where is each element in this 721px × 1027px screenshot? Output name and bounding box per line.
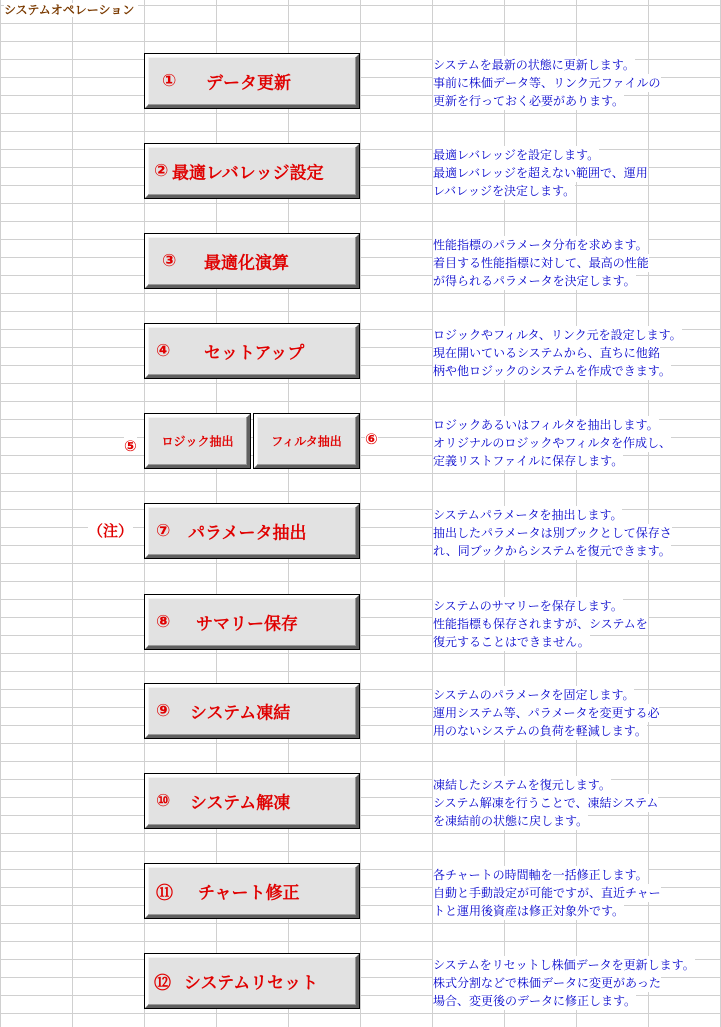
- description-line: 最適レバレッジを設定します。: [433, 148, 600, 162]
- description-line: 最適レバレッジを超えない範囲で、運用: [433, 166, 648, 180]
- button-label: 最適レバレッジ設定: [172, 163, 324, 184]
- chart-fix-description: [433, 866, 719, 920]
- description-line: 着目する性能指標に対して、最高の性能: [433, 256, 649, 270]
- description-line: 事前に株価データ等、リンク元ファイルの: [433, 76, 661, 90]
- description-line: システムをリセットし株価データを更新します。: [433, 958, 695, 972]
- data-update-button[interactable]: [145, 54, 359, 108]
- description-line: 各チャートの時間軸を一括修正します。: [433, 868, 648, 882]
- system-unfreeze-button[interactable]: [145, 774, 359, 828]
- filter-extract-number: ⑥: [365, 430, 378, 448]
- description-line: ロジックやフィルタ、リンク元を設定します。: [433, 328, 682, 342]
- logic-extract-number: ⑤: [124, 437, 137, 455]
- button-number: ⑨: [156, 701, 171, 721]
- description-line: 株式分割などで株価データに変更があった: [433, 976, 661, 990]
- system-unfreeze-description: [433, 776, 719, 830]
- description-line: 抽出したパラメータは別ブックとして保存さ: [433, 526, 672, 540]
- chart-fix-button[interactable]: [145, 864, 359, 918]
- parameter-extract-button[interactable]: [145, 504, 359, 558]
- logic-extract-button[interactable]: [145, 414, 250, 468]
- button-label: データ更新: [206, 73, 291, 94]
- button-label: セットアップ: [204, 343, 305, 364]
- description-line: システムのパラメータを固定します。: [433, 688, 635, 702]
- note-marker: （注）: [88, 522, 134, 540]
- description-line: レバレッジを決定します。: [433, 184, 576, 198]
- button-number: ④: [156, 341, 171, 361]
- description-line: 性能指標のパラメータ分布を求めます。: [433, 238, 648, 252]
- button-label: チャート修正: [198, 883, 300, 904]
- button-label: サマリー保存: [196, 614, 298, 635]
- optimization-description: [433, 236, 719, 290]
- button-label: ロジック抽出: [161, 434, 234, 449]
- description-line: が得られるパラメータを決定します。: [433, 274, 636, 288]
- button-number: ⑦: [156, 521, 171, 541]
- parameter-extract-description: [433, 506, 719, 560]
- description-line: 運用システム等、パラメータを変更する必: [433, 706, 660, 720]
- button-number: ⑧: [156, 612, 171, 632]
- system-reset-description: [433, 956, 719, 1010]
- description-line: 復元することはできません。: [433, 635, 590, 649]
- optimal-leverage-button[interactable]: [145, 144, 359, 198]
- extract-description: [433, 416, 719, 470]
- description-line: 定義リストファイルに保存します。: [433, 454, 624, 468]
- summary-save-button[interactable]: [145, 595, 359, 649]
- button-label: システム解凍: [190, 793, 291, 814]
- description-line: 現在開いているシステムから、直ちに他銘: [433, 346, 660, 360]
- button-number: ⑫: [154, 973, 171, 994]
- button-label: システムリセット: [184, 973, 319, 994]
- button-label: システム凍結: [190, 703, 291, 724]
- sheet-title: システムオペレーション: [4, 3, 138, 17]
- description-line: を凍結前の状態に戻します。: [433, 814, 589, 828]
- button-label: フィルタ抽出: [271, 434, 342, 449]
- system-freeze-button[interactable]: [145, 684, 359, 738]
- filter-extract-button[interactable]: [254, 414, 359, 468]
- description-line: 凍結したシステムを復元します。: [433, 778, 611, 792]
- optimization-button[interactable]: [145, 234, 359, 288]
- button-number: ③: [162, 251, 177, 271]
- description-line: オリジナルのロジックやフィルタを作成し、: [433, 436, 671, 450]
- description-line: 性能指標も保存されますが、システムを: [433, 617, 648, 631]
- button-label: パラメータ抽出: [188, 523, 307, 544]
- system-freeze-description: [433, 686, 719, 740]
- description-line: れ、同ブックからシステムを復元できます。: [433, 544, 671, 558]
- button-label: 最適化演算: [204, 253, 289, 274]
- button-number: ①: [162, 71, 177, 91]
- description-line: システムのサマリーを保存します。: [433, 599, 623, 613]
- button-number: ②: [154, 161, 169, 181]
- button-number: ⑪: [156, 883, 173, 904]
- description-line: 更新を行っておく必要があります。: [433, 94, 625, 108]
- description-line: 用のないシステムの負荷を軽減します。: [433, 724, 647, 738]
- button-number: ⑩: [156, 791, 171, 811]
- description-line: システムを最新の状態に更新します。: [433, 58, 635, 72]
- description-line: ロジックあるいはフィルタを抽出します。: [433, 418, 659, 432]
- summary-save-description: [433, 597, 719, 651]
- optimal-leverage-description: [433, 146, 719, 200]
- description-line: システムパラメータを抽出します。: [433, 508, 623, 522]
- data-update-description: [433, 56, 719, 110]
- setup-description: [433, 326, 719, 380]
- description-line: 柄や他ロジックのシステムを作成できます。: [433, 364, 671, 378]
- description-line: 場合、変更後のデータに修正します。: [433, 994, 637, 1008]
- description-line: 自動と手動設定が可能ですが、直近チャー: [433, 886, 661, 900]
- description-line: トと運用後資産は修正対象外です。: [433, 904, 625, 918]
- system-reset-button[interactable]: [145, 954, 359, 1008]
- description-line: システム解凍を行うことで、凍結システム: [433, 796, 659, 810]
- setup-button[interactable]: [145, 324, 359, 378]
